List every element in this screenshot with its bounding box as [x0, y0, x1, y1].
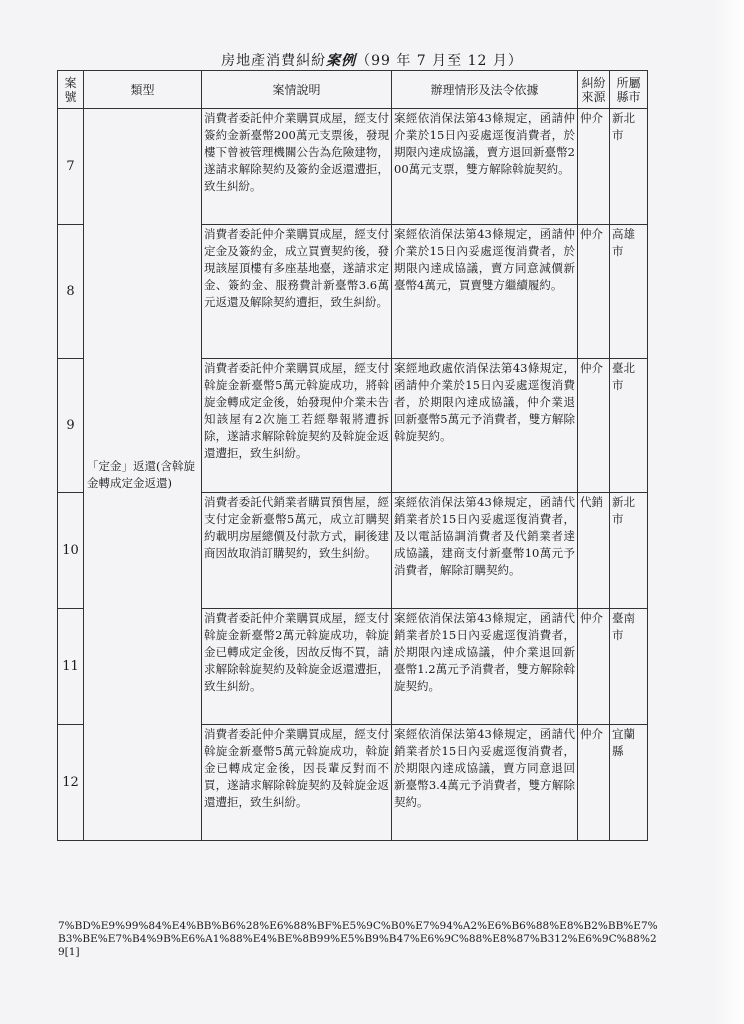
case-type: 「定金」返還(含斡旋金轉成定金返還) [84, 109, 202, 841]
case-action: 案經依消保法第43條規定，函請仲介業於15日內妥處逕復消費者，於期限內達成協議，賣方同意減價新臺幣4萬元，買賣雙方繼續履約。 [392, 225, 578, 359]
case-description: 消費者委託代銷業者購買預售屋，經支付定金新臺幣5萬元，成立訂購契約載明房屋總價及付款方式，嗣後建商因故取消訂購契約，致生糾紛。 [202, 493, 392, 609]
case-city: 臺北市 [610, 359, 648, 493]
header-row [58, 71, 648, 109]
case-description: 消費者委託仲介業購買成屋，經支付定金及簽約金，成立買賣契約後，發現該屋頂樓有多座基地臺，遂請求定金、簽約金、服務費計新臺幣3.6萬元返還及解除契約遭拒，致生糾紛。 [202, 225, 392, 359]
case-source: 仲介 [578, 725, 610, 841]
case-number: 9 [58, 359, 84, 493]
case-number: 7 [58, 109, 84, 225]
case-source: 仲介 [578, 609, 610, 725]
file-name-footer: 7%BD%E9%99%84%E4%BB%B6%28%E6%88%BF%E5%9C%B0%E7%94%A2%E6%B6%88%E8%B2%BB%E7%B3%BE%E7%B4%9B%E6%A1%88%E4%BE%8B99%E5%B9%B47%E6%9C%88%E8%87%B312%E6%9C%88%29[1] [58, 920, 658, 958]
header-city: 所屬縣市 [610, 71, 648, 109]
case-city: 宜蘭縣 [610, 725, 648, 841]
case-source: 仲介 [578, 109, 610, 225]
case-description: 消費者委託仲介業購買成屋，經支付斡旋金新臺幣5萬元斡旋成功，斡旋金已轉成定金後，因長輩反對而不買，遂請求解除斡旋契約及斡旋金返還遭拒，致生糾紛。 [202, 725, 392, 841]
case-description: 消費者委託仲介業購買成屋，經支付斡旋金新臺幣5萬元斡旋成功，將斡旋金轉成定金後，始發現仲介業未告知該屋有2次施工若經舉報將遭拆除，遂請求解除斡旋契約及斡旋金返還遭拒，致生糾紛。 [202, 359, 392, 493]
case-city: 臺南市 [610, 609, 648, 725]
case-description: 消費者委託仲介業購買成屋，經支付簽約金新臺幣200萬元支票後，發現樓下曾被管理機關公告為危險建物，遂請求解除契約及簽約金返還遭拒，致生糾紛。 [202, 109, 392, 225]
title-suffix: （99 年 7 月至 12 月） [356, 53, 523, 69]
case-action: 案經依消保法第43條規定，函請仲介業於15日內妥處逕復消費者，於期限內達成協議，賣方退回新臺幣200萬元支票，雙方解除斡旋契約。 [392, 109, 578, 225]
case-action: 案經依消保法第43條規定，函請代銷業者於15日內妥處逕復消費者，於期限內達成協議，賣方同意退回新臺幣3.4萬元予消費者，雙方解除契約。 [392, 725, 578, 841]
case-number: 11 [58, 609, 84, 725]
case-table [57, 70, 648, 841]
case-number: 12 [58, 725, 84, 841]
header-action: 辦理情形及法令依據 [392, 71, 578, 109]
case-source: 仲介 [578, 359, 610, 493]
case-description: 消費者委託仲介業購買成屋，經支付斡旋金新臺幣2萬元斡旋成功，斡旋金已轉成定金後，因故反悔不買，請求解除斡旋契約及斡旋金返還遭拒，致生糾紛。 [202, 609, 392, 725]
case-action: 案經地政處依消保法第43條規定，函請仲介業於15日內妥處逕復消費者，於期限內達成協議，仲介業退回新臺幣5萬元予消費者，雙方解除斡旋契約。 [392, 359, 578, 493]
page-edge [714, 0, 744, 1024]
title-highlight: 案例 [326, 53, 357, 69]
header-source: 糾紛來源 [578, 71, 610, 109]
table-row [58, 109, 648, 225]
header-type: 類型 [84, 71, 202, 109]
case-city: 新北市 [610, 493, 648, 609]
header-desc: 案情說明 [202, 71, 392, 109]
header-no: 案號 [58, 71, 84, 109]
document-title [0, 50, 744, 70]
case-action: 案經依消保法第43條規定，函請代銷業者於15日內妥處逕復消費者，於期限內達成協議，仲介業退回新臺幣1.2萬元予消費者，雙方解除斡旋契約。 [392, 609, 578, 725]
case-number: 8 [58, 225, 84, 359]
case-action: 案經依消保法第43條規定，函請代銷業者於15日內妥處逕復消費者，及以電話協調消費者及代銷業者達成協議，建商支付新臺幣10萬元予消費者，解除訂購契約。 [392, 493, 578, 609]
case-city: 高雄市 [610, 225, 648, 359]
title-prefix: 房地產消費糾紛 [221, 53, 327, 69]
case-source: 仲介 [578, 225, 610, 359]
case-number: 10 [58, 493, 84, 609]
case-city: 新北市 [610, 109, 648, 225]
case-source: 代銷 [578, 493, 610, 609]
